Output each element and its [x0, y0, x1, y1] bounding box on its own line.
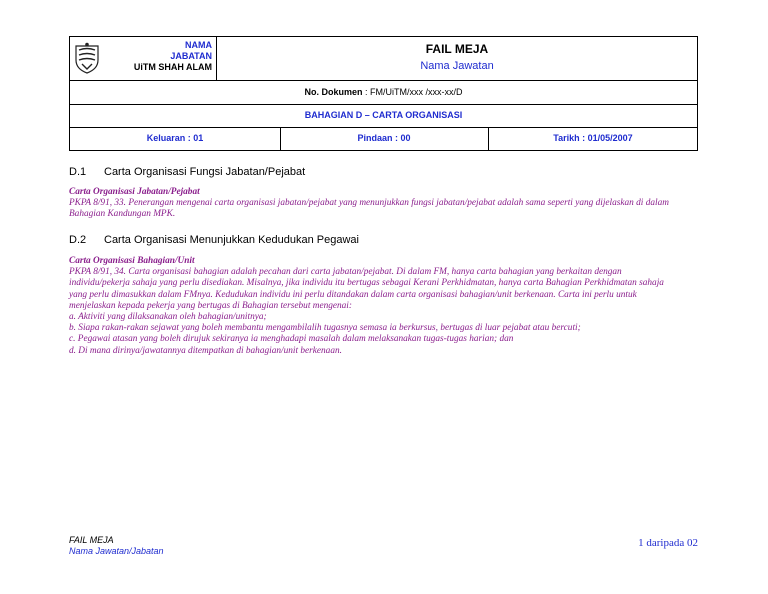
footer-subtitle: Nama Jawatan/Jabatan — [69, 546, 164, 556]
title-cell — [217, 37, 697, 80]
keluaran-cell: Keluaran : 01 — [70, 127, 281, 150]
body-heading: Carta Organisasi Jabatan/Pejabat — [69, 187, 200, 197]
document-number-row — [70, 80, 697, 105]
section-number: D.2 — [69, 234, 87, 246]
department-name — [134, 40, 212, 73]
section-title: Carta Organisasi Fungsi Jabatan/Pejabat — [104, 166, 306, 178]
header-title-row — [70, 37, 697, 81]
body-line: yang perlu dimasukkan dalam FMnya. Kedudukan individu ini perlu ditandakan dalam carta organisasi bahagian/unit berkenaan. Carta ini perlu untuk — [69, 289, 637, 300]
body-line: individu/pekerja sahaja yang perlu disediakan. Misalnya, jika individu itu bertugas sebagai Kerani Perkhidmatan, hanya carta Bahagian Perkhidmatan sahaja — [69, 278, 664, 289]
logo-cell — [70, 37, 217, 80]
body-line: PKPA 8/91, 34. Carta organisasi bahagian adalah pecahan dari carta jabatan/pejabat. Di dalam FM, hanya carta bahagian yang berkaitan dengan — [69, 267, 622, 278]
section-d1-body — [69, 187, 709, 221]
tarikh-cell: Tarikh : 01/05/2007 — [553, 133, 633, 143]
document-title: FAIL MEJA — [425, 42, 489, 56]
document-header — [69, 36, 698, 151]
body-line: PKPA 8/91, 33. Penerangan mengenai carta organisasi jabatan/pejabat yang menunjukkan fungsi jabatan/pejabat adalah sama seperti yang dijelaskan di dalam — [69, 198, 669, 209]
list-item-d: d. Di mana dirinya/jawatannya ditempatkan di bahagian/unit berkenaan. — [69, 345, 342, 356]
revision-row — [70, 127, 697, 150]
list-item-a: a. Aktiviti yang dilaksanakan oleh bahagian/unitnya; — [69, 312, 267, 323]
doc-number-value: : FM/UiTM/xxx /xxx-xx/D — [362, 87, 463, 97]
footer-left — [69, 535, 164, 557]
page-number: 1 daripada 02 — [638, 537, 698, 549]
doc-number-label: No. Dokumen — [304, 87, 363, 97]
dept-line-2: JABATAN — [170, 51, 212, 61]
university-crest-logo — [73, 42, 101, 74]
pindaan-cell: Pindaan : 00 — [280, 127, 489, 150]
body-heading: Carta Organisasi Bahagian/Unit — [69, 256, 195, 266]
section-d2-body — [69, 256, 709, 357]
document-subtitle: Nama Jawatan — [420, 60, 494, 72]
dept-line-3: UiTM SHAH ALAM — [133, 62, 212, 72]
dept-line-1: NAMA — [185, 40, 212, 50]
section-title-row: BAHAGIAN D – CARTA ORGANISASI — [70, 104, 697, 128]
section-number: D.1 — [69, 166, 87, 178]
footer-title: FAIL MEJA — [69, 535, 114, 545]
list-item-b: b. Siapa rakan-rakan sejawat yang boleh membantu mengambilalih tugasnya semasa ia berkursus, bertugas di luar pejabat atau bercuti; — [69, 323, 581, 334]
list-item-c: c. Pegawai atasan yang boleh dirujuk sekiranya ia menghadapi masalah dalam melaksanakan tugas-tugas harian; dan — [69, 334, 514, 345]
section-title: Carta Organisasi Menunjukkan Kedudukan Pegawai — [104, 234, 359, 246]
body-line: Bahagian Kandungan MPK. — [69, 209, 176, 220]
body-line: menjelaskan kepada pekerja yang bertugas di Bahagian tersebut mengenai: — [69, 300, 352, 311]
